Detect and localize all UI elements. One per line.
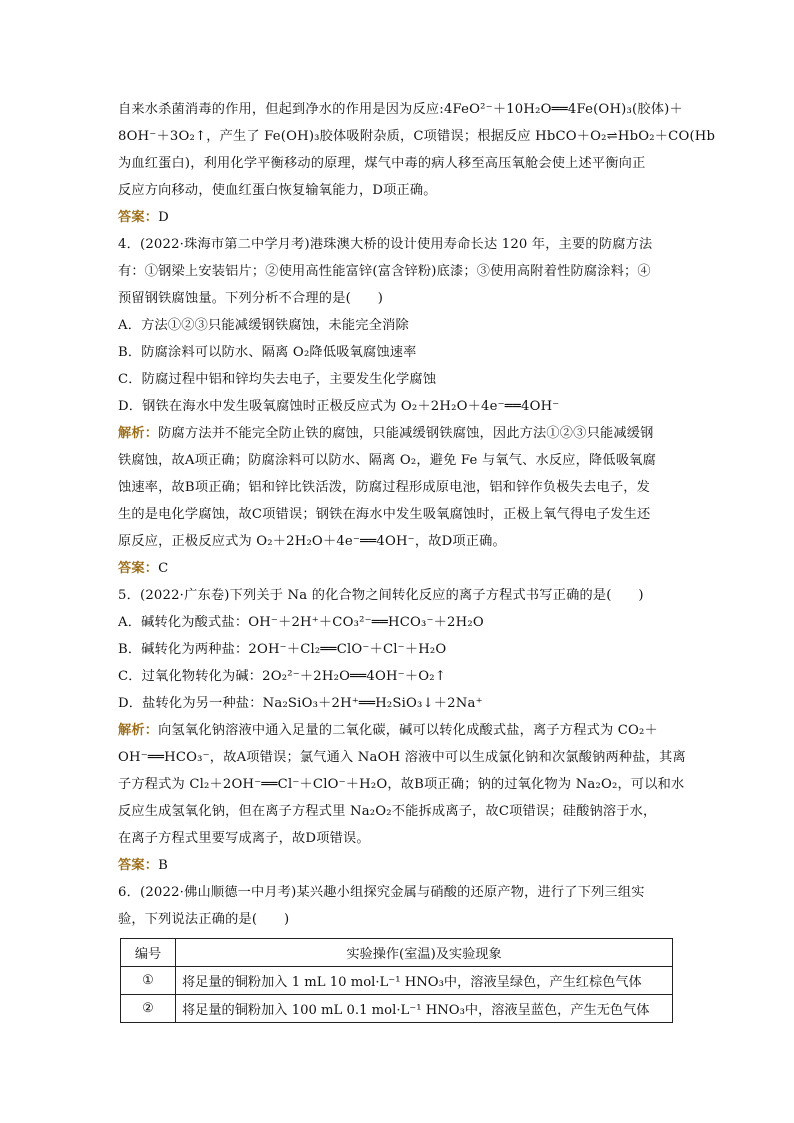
q4-answer — [118, 555, 678, 582]
question-5 — [118, 582, 686, 879]
document-page — [118, 96, 716, 933]
table-cell-text: 将足量的铜粉加入 100 mL 0.1 mol·L⁻¹ HNO₃中，溶液呈蓝色，产生无色气体 — [176, 995, 673, 1023]
q5-stem-line: 5．(2022·广东卷)下列关于 Na 的化合物之间转化反应的离子方程式书写正确的是( ) — [118, 588, 644, 603]
answer-label: 答案： — [118, 858, 159, 873]
q3-text-line: 自来水杀菌消毒的作用，但起到净水的作用是因为反应:4FeO²⁻＋10H₂O══4Fe(OH)₃(胶体)＋ — [118, 102, 683, 117]
q3-text-line: 反应方向移动，使血红蛋白恢复输氧能力，D项正确。 — [118, 183, 437, 198]
q4-stem-line: 预留钢铁腐蚀量。下列分析不合理的是( ) — [118, 291, 384, 306]
q4-analysis-line: 铁腐蚀，故A项正确；防腐涂料可以防水、隔离 O₂，避免 Fe 与氧气、水反应，降低吸氧腐 — [118, 453, 656, 468]
analysis-label: 解析： — [118, 723, 159, 738]
q5-analysis-line: OH⁻══HCO₃⁻，故A项错误；氯气通入 NaOH 溶液中可以生成氯化钠和次氯酸钠两种盐，其离 — [118, 750, 686, 765]
table-cell-number: ① — [121, 967, 176, 995]
table-cell-number: ② — [121, 995, 176, 1023]
answer-value: C — [158, 561, 169, 576]
answer-label: 答案： — [118, 210, 159, 225]
table-header-cell: 实验操作(室温)及实验现象 — [176, 939, 673, 967]
answer-label: 答案： — [118, 561, 159, 576]
q3-tail — [118, 96, 716, 231]
q6-stem-line: 验，下列说法正确的是( ) — [118, 912, 290, 927]
q4-option-b: B．防腐涂料可以防水、隔离 O₂降低吸氧腐蚀速率 — [118, 345, 417, 360]
analysis-text: 向氢氧化钠溶液中通入足量的二氧化碳，碱可以转化成酸式盐，离子方程式为 CO₂＋ — [158, 723, 658, 738]
q4-stem-line: 有：①钢梁上安装铝片；②使用高性能富锌(富含锌粉)底漆；③使用高附着性防腐涂料；④ — [118, 264, 651, 279]
q4-analysis-line: 原反应，正极反应式为 O₂＋2H₂O＋4e⁻══4OH⁻，故D项正确。 — [118, 534, 506, 549]
q5-analysis-line: 在离子方程式里要写成离子，故D项错误。 — [118, 831, 370, 846]
q5-analysis-line — [118, 717, 678, 744]
q4-option-c: C．防腐过程中铝和锌均失去电子，主要发生化学腐蚀 — [118, 372, 437, 387]
answer-value: B — [158, 858, 169, 873]
q3-answer — [118, 204, 678, 231]
table-header-cell: 编号 — [121, 939, 176, 967]
q5-analysis-line: 反应生成氢氧化钠，但在离子方程式里 Na₂O₂不能拆成离子，故C项错误；硅酸钠溶于水， — [118, 804, 657, 819]
question-4 — [118, 231, 678, 582]
answer-value: D — [158, 210, 169, 225]
analysis-text: 防腐方法并不能完全防止铁的腐蚀，只能减缓钢铁腐蚀，因此方法①②③只能减缓钢 — [158, 426, 654, 441]
table-header-row — [121, 939, 673, 967]
question-6 — [118, 879, 678, 933]
q4-analysis-line: 蚀速率，故B项正确；铝和锌比铁活泼，防腐过程形成原电池，铝和锌作负极失去电子，发 — [118, 480, 650, 495]
q4-option-a: A．方法①②③只能减缓钢铁腐蚀，未能完全消除 — [118, 318, 409, 333]
experiment-table — [120, 938, 673, 1023]
q5-option-a: A．碱转化为酸式盐：OH⁻＋2H⁺＋CO₃²⁻══HCO₃⁻＋2H₂O — [118, 615, 484, 630]
table-row — [121, 995, 673, 1023]
q4-stem-line: 4．(2022·珠海市第二中学月考)港珠澳大桥的设计使用寿命长达 120 年，主要的防腐方法 — [118, 237, 653, 252]
q4-analysis-line: 生的是电化学腐蚀，故C项错误；钢铁在海水中发生吸氧腐蚀时，正极上氧气得电子发生还 — [118, 507, 651, 522]
q5-answer — [118, 852, 678, 879]
q5-option-b: B．碱转化为两种盐：2OH⁻＋Cl₂══ClO⁻＋Cl⁻＋H₂O — [118, 642, 447, 657]
q5-option-c: C．过氧化物转化为碱：2O₂²⁻＋2H₂O══4OH⁻＋O₂↑ — [118, 669, 446, 684]
q3-text-line: 8OH⁻＋3O₂↑，产生了 Fe(OH)₃胶体吸附杂质，C项错误；根据反应 HbCO＋O₂⇌HbO₂＋CO(Hb — [118, 129, 716, 144]
q4-analysis-line — [118, 420, 678, 447]
q3-text-line: 为血红蛋白)，利用化学平衡移动的原理，煤气中毒的病人移至高压氧舱会使上述平衡向正 — [118, 156, 646, 171]
q6-stem-line: 6．(2022·佛山顺德一中月考)某兴趣小组探究金属与硝酸的还原产物，进行了下列三组实 — [118, 885, 645, 900]
table-cell-text: 将足量的铜粉加入 1 mL 10 mol·L⁻¹ HNO₃中，溶液呈绿色，产生红棕色气体 — [176, 967, 673, 995]
q4-option-d: D．钢铁在海水中发生吸氧腐蚀时正极反应式为 O₂＋2H₂O＋4e⁻══4OH⁻ — [118, 399, 560, 414]
q5-option-d: D．盐转化为另一种盐：Na₂SiO₃＋2H⁺══H₂SiO₃↓＋2Na⁺ — [118, 696, 483, 711]
table-row — [121, 967, 673, 995]
analysis-label: 解析： — [118, 426, 159, 441]
q5-analysis-line: 子方程式为 Cl₂＋2OH⁻══Cl⁻＋ClO⁻＋H₂O，故B项正确；钠的过氧化物为 Na₂O₂，可以和水 — [118, 777, 685, 792]
